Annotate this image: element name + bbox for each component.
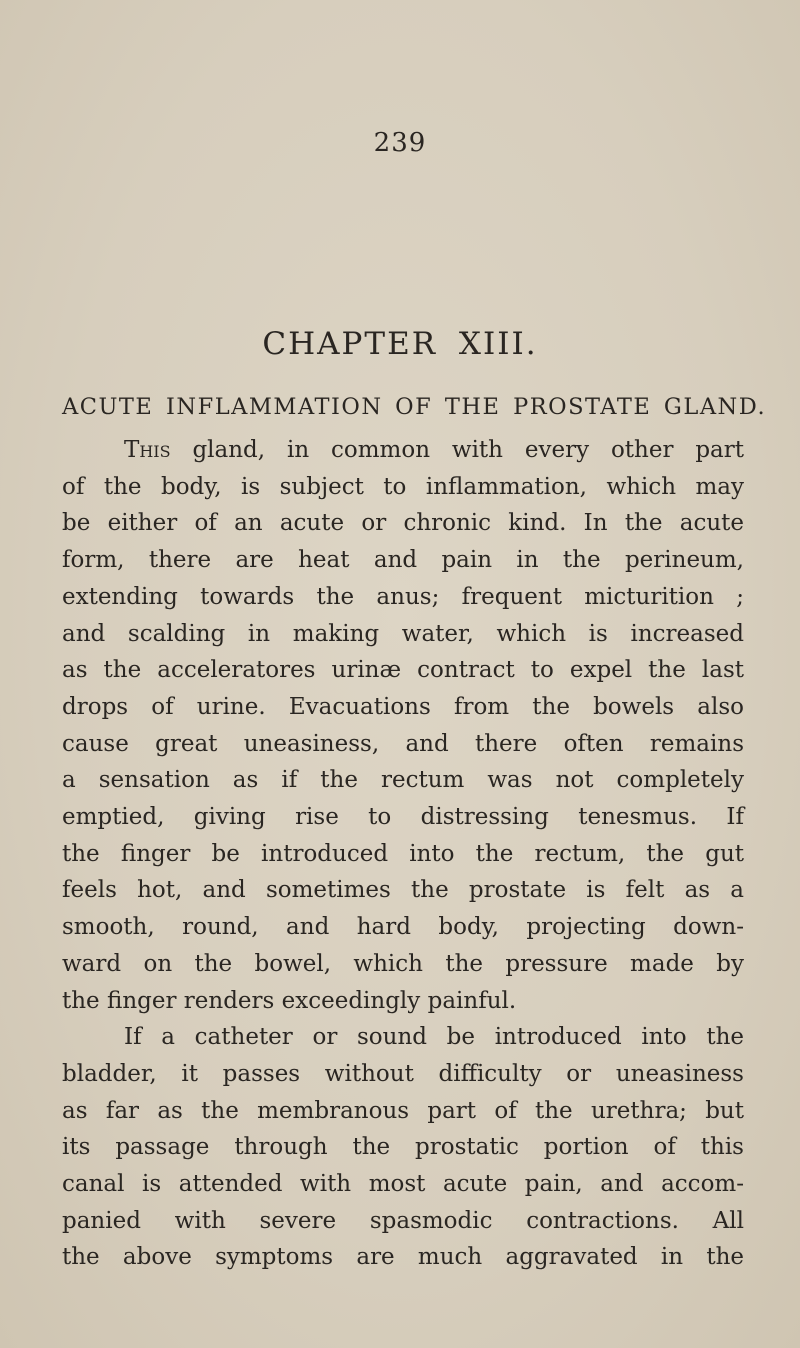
text-line: extending towards the anus; frequent micturition ;	[62, 583, 744, 610]
text-line: ward on the bowel, which the pressure made by	[62, 950, 744, 977]
text-line: the finger be introduced into the rectum, the gut	[62, 840, 744, 867]
text-line: panied with severe spasmodic contractions. All	[62, 1207, 744, 1234]
page-number: 239	[373, 128, 427, 158]
text-line: cause great uneasiness, and there often remains	[62, 730, 744, 757]
text-line: as far as the membranous part of the urethra; but	[62, 1097, 744, 1124]
text-line: If a catheter or sound be introduced into the	[124, 1024, 744, 1051]
text-line: form, there are heat and pain in the perineum,	[62, 547, 744, 574]
text-line: canal is attended with most acute pain, and accom-	[62, 1171, 744, 1198]
text-line	[62, 432, 744, 469]
lead-word: This	[124, 437, 171, 463]
text-line: bladder, it passes without difficulty or uneasiness	[62, 1060, 744, 1087]
text-line: a sensation as if the rectum was not completely	[62, 767, 744, 794]
text-line: its passage through the prostatic portion of this	[62, 1134, 744, 1161]
body-text	[62, 432, 744, 1276]
text-line: feels hot, and sometimes the prostate is felt as a	[62, 877, 744, 904]
paragraph-1	[62, 432, 744, 1019]
text-line: as the acceleratores urinæ contract to expel the last	[62, 657, 744, 684]
text-line: and scalding in making water, which is increased	[62, 620, 744, 647]
chapter-title: CHAPTER XIII.	[262, 326, 538, 362]
section-title: ACUTE INFLAMMATION OF THE PROSTATE GLAND.	[62, 394, 767, 420]
text-line: the above symptoms are much aggravated in the	[62, 1244, 744, 1271]
text-line: emptied, giving rise to distressing tenesmus. If	[62, 804, 744, 831]
text-line: of the body, is subject to inflammation, which may	[62, 473, 744, 500]
paragraph-2	[62, 1019, 744, 1276]
text-line-rest: gland, in common with every other part	[170, 437, 744, 463]
text-line: the finger renders exceedingly painful.	[62, 987, 517, 1014]
text-line: drops of urine. Evacuations from the bowels also	[62, 693, 744, 720]
text-line: smooth, round, and hard body, projecting down-	[62, 914, 744, 941]
text-line: be either of an acute or chronic kind. In the acute	[62, 510, 744, 537]
